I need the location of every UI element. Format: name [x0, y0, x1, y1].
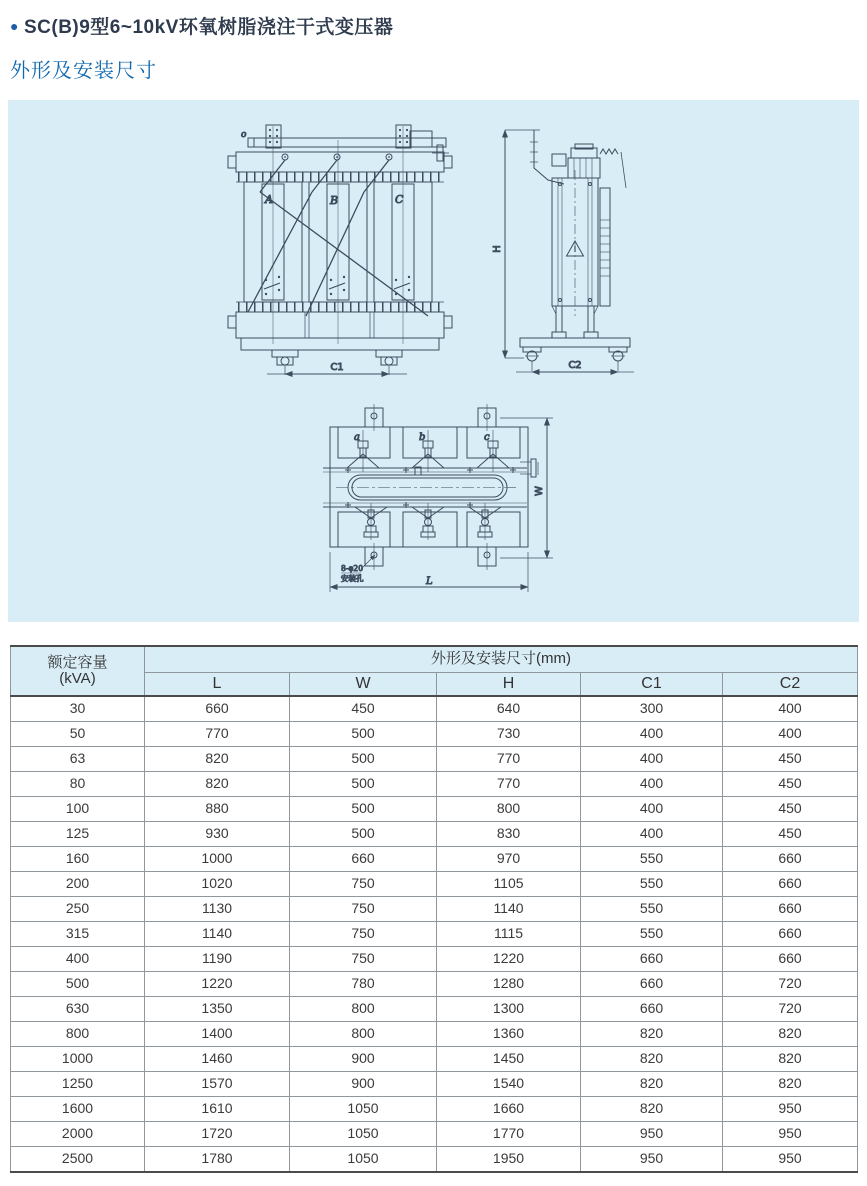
table-body: [11, 696, 858, 1172]
caster: [523, 347, 541, 371]
mounting-pad: [478, 543, 496, 570]
capacity-cell: 80: [11, 772, 145, 797]
col-header-l: L: [145, 673, 290, 697]
capacity-cell: 160: [11, 847, 145, 872]
front-view: [228, 125, 452, 375]
capacity-cell: 50: [11, 722, 145, 747]
table-row: [11, 797, 858, 822]
table-row: [11, 1147, 858, 1173]
dimension-cell: 550: [581, 922, 723, 947]
dimension-cell: 550: [581, 897, 723, 922]
capacity-cell: 1600: [11, 1097, 145, 1122]
front-o-label: o: [241, 130, 247, 140]
dimension-cell: 800: [290, 997, 437, 1022]
table-row: [11, 872, 858, 897]
dimension-cell: 660: [723, 872, 858, 897]
dimension-cell: 640: [437, 696, 581, 722]
dimension-cell: 450: [723, 772, 858, 797]
capacity-header-line1: 额定容量: [47, 653, 108, 671]
capacity-cell: 800: [11, 1022, 145, 1047]
dimension-cell: 1105: [437, 872, 581, 897]
dimension-cell: 660: [145, 696, 290, 722]
bracket-bolts: [399, 129, 408, 143]
capacity-cell: 2500: [11, 1147, 145, 1173]
dimension-cell: 660: [581, 947, 723, 972]
terminal-label-c: c: [484, 432, 490, 443]
bullet-icon: ●: [10, 18, 19, 34]
table-row: [11, 997, 858, 1022]
dimension-cell: 820: [723, 1022, 858, 1047]
page-title-text: SC(B)9型6~10kV环氧树脂浇注干式变压器: [23, 17, 394, 38]
mounting-hole-note-line2: 安装孔: [341, 574, 364, 583]
group-header: 外形及安装尺寸(mm): [145, 646, 858, 673]
capacity-cell: 2000: [11, 1122, 145, 1147]
table-row: [11, 1047, 858, 1072]
table-row: [11, 822, 858, 847]
dimension-cell: 400: [723, 722, 858, 747]
dimension-cell: 450: [723, 797, 858, 822]
capacity-cell: 1250: [11, 1072, 145, 1097]
dimension-cell: 300: [581, 696, 723, 722]
caster: [609, 347, 627, 371]
col-header-w: W: [290, 673, 437, 697]
dimension-cell: 400: [581, 797, 723, 822]
hv-bushing: [347, 430, 379, 472]
page-title: [10, 12, 393, 39]
capacity-cell: 315: [11, 922, 145, 947]
dimension-cell: 1360: [437, 1022, 581, 1047]
dimension-cell: 930: [145, 822, 290, 847]
dimension-cell: 400: [581, 722, 723, 747]
dimension-cell: 1660: [437, 1097, 581, 1122]
tie-rod-anchor: [334, 154, 340, 160]
hv-bushing: [412, 430, 444, 472]
dimension-cell: 500: [290, 772, 437, 797]
dimension-cell: 820: [581, 1097, 723, 1122]
spring-coil: [600, 149, 618, 154]
dimension-cell: 770: [437, 747, 581, 772]
dimension-cell: 1570: [145, 1072, 290, 1097]
dimension-cell: 660: [581, 972, 723, 997]
dimension-cell: 660: [723, 947, 858, 972]
capacity-cell: 100: [11, 797, 145, 822]
dimension-cell: 1280: [437, 972, 581, 997]
dimension-cell: 750: [290, 947, 437, 972]
capacity-cell: 200: [11, 872, 145, 897]
mounting-pad: [478, 404, 496, 431]
dimension-cell: 1460: [145, 1047, 290, 1072]
top-view: [323, 404, 553, 592]
dimension-cell: 660: [723, 897, 858, 922]
table-row: [11, 696, 858, 722]
dimension-cell: 1115: [437, 922, 581, 947]
lv-bushing: [412, 503, 444, 540]
phase-label-a: A: [265, 193, 273, 206]
dimension-cell: 450: [723, 747, 858, 772]
dimension-cell: 400: [581, 747, 723, 772]
table-row: [11, 1072, 858, 1097]
col-header-c2: C2: [723, 673, 858, 697]
dimension-cell: 550: [581, 872, 723, 897]
col-header-h: H: [437, 673, 581, 697]
dimension-cell: 880: [145, 797, 290, 822]
dimension-cell: 500: [290, 747, 437, 772]
capacity-cell: 30: [11, 696, 145, 722]
dimension-cell: 900: [290, 1072, 437, 1097]
dimension-cell: 1770: [437, 1122, 581, 1147]
coil-mark: [329, 276, 345, 295]
dimension-cell: 820: [581, 1022, 723, 1047]
dimension-cell: 830: [437, 822, 581, 847]
dimension-cell: 1050: [290, 1147, 437, 1173]
terminal-label-b: b: [419, 432, 426, 443]
roller: [376, 350, 402, 375]
dimension-cell: 820: [581, 1047, 723, 1072]
table-row: [11, 947, 858, 972]
dimension-cell: 720: [723, 972, 858, 997]
table-row: [11, 972, 858, 997]
dimension-cell: 1720: [145, 1122, 290, 1147]
table-row: [11, 747, 858, 772]
dimension-cell: 800: [437, 797, 581, 822]
table-row: [11, 922, 858, 947]
capacity-cell: 250: [11, 897, 145, 922]
dimension-cell: 660: [723, 922, 858, 947]
dim-c1-label: C1: [330, 362, 344, 373]
lv-bushing: [469, 503, 501, 540]
dim-l-label: L: [426, 576, 433, 587]
dimension-cell: 1540: [437, 1072, 581, 1097]
dimension-cell: 820: [723, 1072, 858, 1097]
capacity-cell: 630: [11, 997, 145, 1022]
dimension-cell: 400: [723, 696, 858, 722]
dimension-cell: 900: [290, 1047, 437, 1072]
dimension-cell: 660: [290, 847, 437, 872]
dimension-cell: 800: [290, 1022, 437, 1047]
dimension-cell: 550: [581, 847, 723, 872]
capacity-cell: 125: [11, 822, 145, 847]
dimension-cell: 720: [723, 997, 858, 1022]
transformer-drawing: [8, 100, 859, 622]
capacity-cell: 1000: [11, 1047, 145, 1072]
dimension-cell: 770: [437, 772, 581, 797]
dimension-cell: 500: [290, 722, 437, 747]
table-row: [11, 722, 858, 747]
dim-w-label: W: [534, 486, 545, 496]
col-header-c1: C1: [581, 673, 723, 697]
mounting-pad: [365, 404, 383, 431]
dim-h-label: H: [492, 245, 503, 253]
capacity-header-line2: (kVA): [59, 670, 96, 687]
dimension-cell: 820: [581, 1072, 723, 1097]
dimension-cell: 400: [581, 822, 723, 847]
dimension-cell: 1050: [290, 1122, 437, 1147]
drawing-panel: [8, 100, 859, 622]
capacity-cell: 500: [11, 972, 145, 997]
tie-rod-anchor: [386, 154, 392, 160]
section-subtitle: 外形及安装尺寸: [10, 60, 157, 82]
dimension-cell: 770: [145, 722, 290, 747]
side-view: [492, 130, 634, 372]
dimension-cell: 1190: [145, 947, 290, 972]
capacity-header: [11, 646, 145, 696]
dimension-cell: 500: [290, 822, 437, 847]
dimension-cell: 750: [290, 897, 437, 922]
mounting-pad: [365, 543, 383, 570]
dimension-cell: 500: [290, 797, 437, 822]
dimension-cell: 750: [290, 872, 437, 897]
phase-label-b: B: [330, 194, 339, 207]
dimension-cell: 780: [290, 972, 437, 997]
dimension-cell: 750: [290, 922, 437, 947]
dimension-cell: 1450: [437, 1047, 581, 1072]
dimension-cell: 970: [437, 847, 581, 872]
hv-bushing: [477, 430, 509, 472]
dimension-cell: 1220: [437, 947, 581, 972]
dimension-cell: 950: [581, 1147, 723, 1173]
lv-bushing: [355, 503, 387, 540]
dimension-cell: 1350: [145, 997, 290, 1022]
dimension-cell: 400: [581, 772, 723, 797]
dimension-cell: 1300: [437, 997, 581, 1022]
dimension-cell: 1000: [145, 847, 290, 872]
dimension-cell: 1220: [145, 972, 290, 997]
capacity-cell: 400: [11, 947, 145, 972]
capacity-cell: 63: [11, 747, 145, 772]
phase-label-c: C: [395, 193, 404, 206]
terminal-label-a: a: [354, 432, 360, 443]
dimension-cell: 1400: [145, 1022, 290, 1047]
dimension-cell: 950: [723, 1147, 858, 1173]
dimension-cell: 450: [290, 696, 437, 722]
dimension-cell: 1610: [145, 1097, 290, 1122]
dimension-cell: 1140: [437, 897, 581, 922]
dimension-cell: 1140: [145, 922, 290, 947]
table-row: [11, 1022, 858, 1047]
dimension-cell: 450: [723, 822, 858, 847]
dimension-cell: 950: [581, 1122, 723, 1147]
dimension-cell: 950: [723, 1097, 858, 1122]
table-row: [11, 1097, 858, 1122]
table-row: [11, 772, 858, 797]
bracket-bolts: [269, 129, 278, 143]
table-row: [11, 847, 858, 872]
dimension-cell: 660: [581, 997, 723, 1022]
table-row: [11, 897, 858, 922]
dimension-cell: 950: [723, 1122, 858, 1147]
dimension-cell: 730: [437, 722, 581, 747]
dimension-cell: 1130: [145, 897, 290, 922]
dimension-cell: 1950: [437, 1147, 581, 1173]
table-row: [11, 1122, 858, 1147]
tie-rod-anchor: [282, 154, 288, 160]
dim-c2-label: C2: [568, 360, 582, 371]
dimension-cell: 820: [145, 772, 290, 797]
dimensions-table: [10, 645, 858, 1173]
dimension-cell: 1780: [145, 1147, 290, 1173]
dimension-cell: 1050: [290, 1097, 437, 1122]
dimension-cell: 1020: [145, 872, 290, 897]
dimension-cell: 820: [145, 747, 290, 772]
mounting-hole-note-line1: 8-φ20: [341, 564, 363, 573]
dimension-cell: 660: [723, 847, 858, 872]
dimension-cell: 820: [723, 1047, 858, 1072]
roller: [272, 350, 298, 375]
